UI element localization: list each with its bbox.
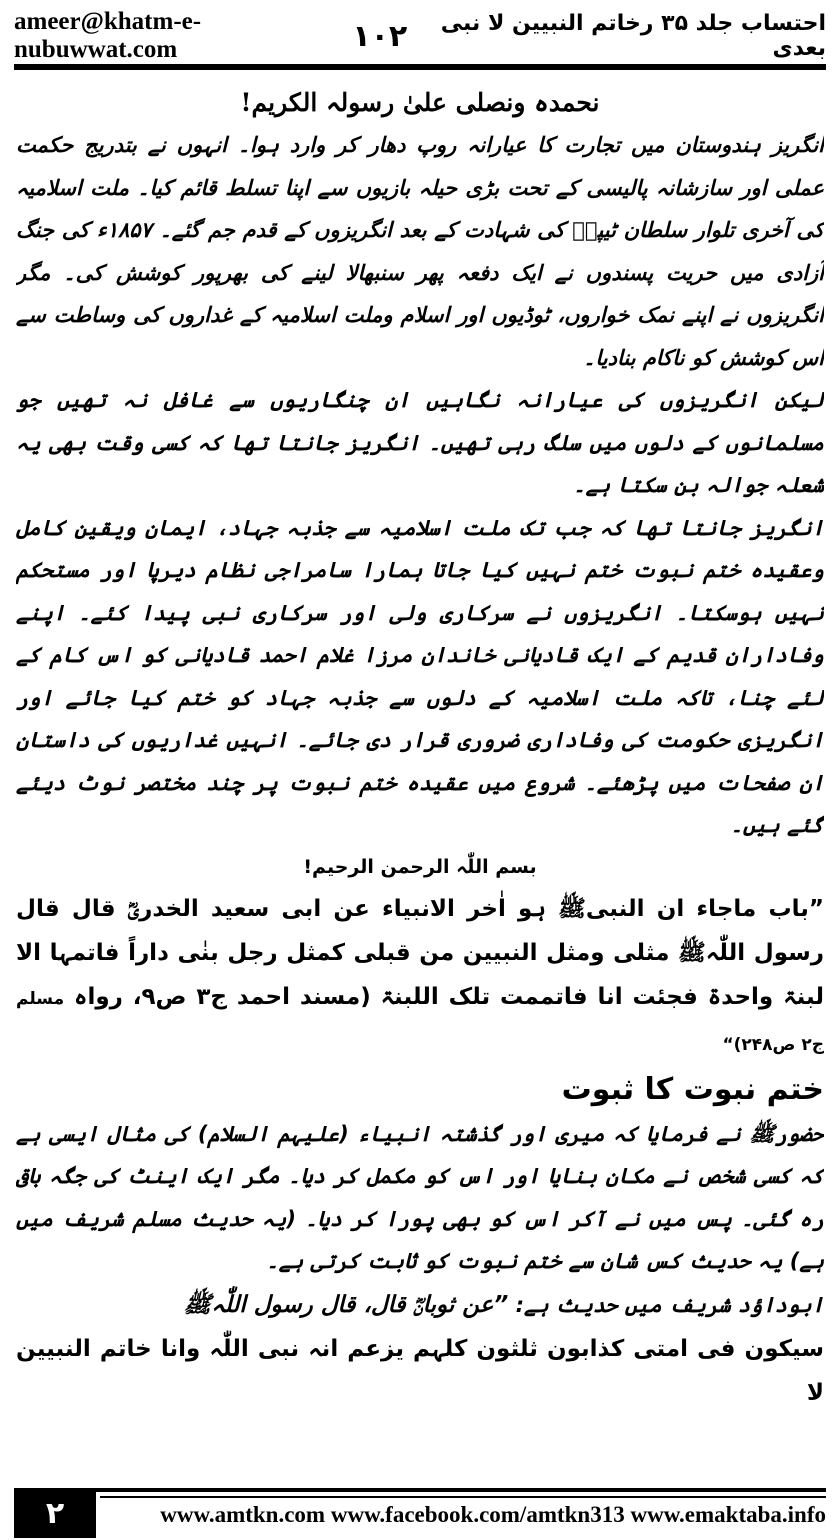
text-line: لیکن انگریزوں کی عیارانہ نگاہیں ان چنگاریوں سے غافل نہ تھیں جو مسلمانوں کے دلوں میں سلگ: [16, 388, 824, 455]
footer-urls: www.amtkn.com www.facebook.com/amtkn313 www.emaktaba.info: [160, 1502, 826, 1527]
text-line: عقیدہ ختم نبوت پر چند مختصر نوٹ دیئے گئے ہیں۔: [16, 770, 824, 837]
paragraph-3: [16, 507, 824, 847]
text-line: میں حریت پسندوں نے ایک دفعہ پھر سنبھالا لینے کی بھرپور کوشش کی۔ مگر انگریزوں نے اپنے نمک: [16, 260, 824, 327]
header-rule: [14, 64, 826, 70]
text-line: انگریز ہندوستان میں تجارت کا عیارانہ روپ دھار کر وارد ہوا۔ انہوں نے بتدریج: [84, 133, 824, 157]
text-line: کام کے لئے چنا، تاکہ ملت اسلامیہ کے دلوں سے جذبہ جہاد کو ختم کیا جائے اور انگریزی حکومت کی: [16, 643, 824, 752]
arabic-line: قال قال رسول اللّٰہﷺ مثلی ومثل النبیین من قبلی کمثل رجل بنٰی داراً: [16, 895, 824, 966]
section-heading: ختم نبوت کا ثبوت: [561, 1071, 824, 1107]
text-line: انگریز جانتا تھا کہ جب تک ملت اسلامیہ سے جذبہ جہاد، ایمان ویقین کامل وعقیدہ ختم: [16, 515, 824, 582]
invocation: نحمدہ ونصلی علیٰ رسولہ الکریم!: [240, 88, 600, 117]
text-line: کو بھی پورا کر دیا۔ (یہ حدیث مسلم شریف میں ہے) یہ حدیث کس شان سے ختم نبوت کو ثابت: [16, 1206, 824, 1273]
text-line: حضورﷺ نے فرمایا کہ میری اور گذشتہ انبیاء (علیہم السلام) کی مثال ایسی ہے کہ کسی: [16, 1121, 824, 1188]
text-line: حکمت عملی اور سازشانہ پالیسی کے تحت بڑی حیلہ بازیوں سے اپنا تسلط قائم کیا۔ ملت اسلامیہ کی: [16, 133, 824, 242]
footer-rule: [14, 1488, 826, 1492]
page-content: [16, 82, 824, 1467]
arabic-line: فاتمہا الا لبنۃ واحدۃ فجئت انا فاتممت تلک اللبنۃ (مسند احمد ج۳ ص۹، رواہ: [16, 939, 824, 1010]
paragraph-1: [16, 124, 824, 379]
text-line: شخص نے مکان بنایا اور اس کو مکمل کر دیا۔ مگر ایک اینٹ کی جگہ باقی رہ گئی۔ پس میں نے آکر اس: [16, 1164, 824, 1231]
arabic-inline: ”عن ثوبانؓ قال، قال رسول اللّٰہﷺ: [183, 1291, 509, 1318]
footer-page-box: ۲: [14, 1488, 96, 1538]
text-line: کرتی ہے۔: [266, 1249, 360, 1273]
paragraph-2: [16, 379, 824, 507]
text-line: آخری تلوار سلطان ٹیپوؒ کی شہادت کے بعد انگریزوں کے قدم جم گئے۔ ۱۸۵۷ء کی جنگ آزادی: [16, 218, 824, 285]
text-line: رہی تھیں۔ انگریز جانتا تھا کہ کسی وقت بھی یہ شعلہ جوالہ بن سکتا ہے۔: [16, 430, 824, 497]
text-line: وفاداری ضروری قرار دی جائے۔ انہیں غداریوں کی داستان ان صفحات میں پڑھئے۔ شروع میں: [16, 728, 824, 795]
last-line: سیکون فی امتی کذابون ثلثون کلہم یزعم انہ نبی اللّٰہ وانا خاتم النبیین لا: [16, 1335, 824, 1406]
text-line: سرکاری نبی پیدا کئے۔ اپنے وفاداران قدیم کے ایک قادیانی خاندان مرزا غلام احمد قادیانی کو اس: [16, 600, 824, 667]
bismillah: بسم اللّٰہ الرحمن الرحیم!: [303, 855, 537, 878]
hadith-1: [16, 887, 824, 1067]
page-number: ۱۰۲: [352, 18, 408, 54]
arabic-line: ”باب ماجاء ان النبیﷺ ہو اٰخر الانبیاء عن ابی سعید الخدریؓ: [127, 895, 824, 922]
paragraph-5: [16, 1283, 824, 1327]
text-line: نبوت ختم نہیں کیا جاتا ہمارا سامراجی نظام دیرپا اور مستحکم نہیں ہوسکتا۔ انگریزوں نے سرکاری ولی اور: [16, 558, 824, 625]
paragraph-4: [16, 1113, 824, 1283]
book-title: احتساب جلد ۳۵ رخاتم النبیین لا نبی بعدی: [440, 11, 826, 61]
header-left: [14, 8, 407, 64]
hadith-reference: مسلم ج۲ ص۲۴۸)“: [16, 988, 824, 1055]
page-header: [14, 8, 826, 63]
text-line: خواروں، ٹوڈیوں اور اسلام وملت اسلامیہ کے غداروں کی وساطت سے اس کوشش کو ناکام بنادیا۔: [16, 303, 824, 370]
footer-rule-thin: [100, 1496, 826, 1498]
text-line: ابوداؤد شریف میں حدیث ہے:: [515, 1292, 824, 1317]
header-email: ameer@khatm-e-nubuwwat.com: [14, 8, 202, 63]
